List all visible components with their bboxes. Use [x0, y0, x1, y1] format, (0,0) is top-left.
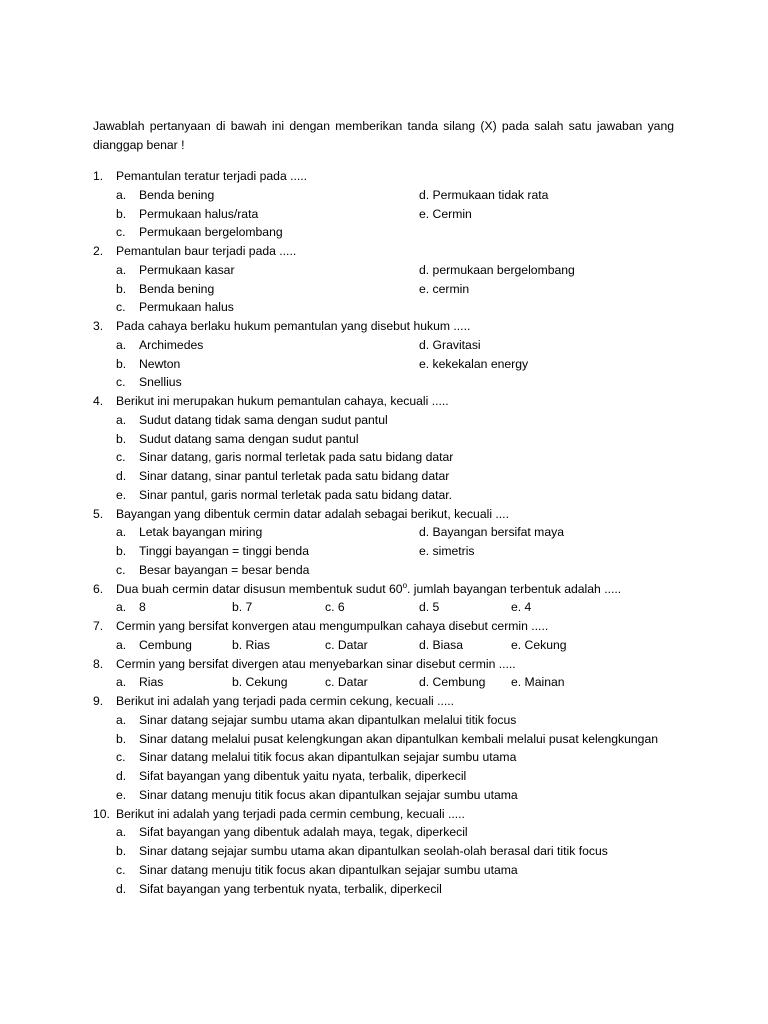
option-text[interactable]: Sifat bayangan yang terbentuk nyata, terbalik, diperkecil	[139, 881, 442, 896]
degree-superscript: o	[402, 580, 408, 590]
question-9	[93, 692, 674, 711]
options-row	[93, 673, 674, 692]
option-row	[93, 823, 674, 842]
question-7	[93, 617, 674, 636]
option-letter[interactable]: d.	[116, 769, 127, 783]
option-letter[interactable]: e.	[116, 487, 127, 502]
question-4	[93, 392, 674, 411]
option-row	[93, 373, 674, 392]
option-row	[93, 280, 674, 299]
option-letter[interactable]: a.	[116, 262, 127, 277]
option-text[interactable]: Letak bayangan miring	[139, 525, 263, 540]
question-number: 1.	[93, 169, 104, 183]
option-letter[interactable]: c.	[116, 300, 126, 315]
question-text: Pemantulan teratur terjadi pada .....	[116, 169, 308, 183]
question-number: 5.	[93, 506, 104, 521]
question-text: Berikut ini adalah yang terjadi pada cermin cembung, kecuali .....	[116, 806, 465, 821]
option-text[interactable]: d. Gravitasi	[419, 337, 481, 352]
option-text[interactable]: Benda bening	[139, 187, 215, 202]
option-text[interactable]: Permukaan kasar	[139, 262, 235, 277]
option-text[interactable]: e. Mainan	[511, 675, 565, 690]
option-row	[93, 486, 674, 505]
option-text[interactable]: Rias	[139, 675, 164, 690]
option-letter[interactable]: d.	[116, 881, 127, 896]
option-text[interactable]: a.	[116, 637, 127, 652]
options-row	[93, 636, 674, 655]
option-row	[93, 730, 674, 749]
option-text[interactable]: e. Cekung	[511, 637, 567, 652]
question-1	[93, 167, 674, 186]
option-letter[interactable]: a.	[116, 187, 127, 202]
question-number: 8.	[93, 656, 104, 671]
option-row	[93, 523, 674, 542]
option-text[interactable]: Sinar datang, garis normal terletak pada satu bidang datar	[139, 450, 454, 465]
option-text[interactable]: Sinar datang sejajar sumbu utama akan dipantulkan seolah-olah berasal dari titik focus	[139, 844, 608, 858]
option-text[interactable]: Besar bayangan = besar benda	[139, 562, 310, 577]
option-text[interactable]: d. Biasa	[419, 637, 464, 652]
question-number: 10.	[93, 806, 110, 821]
option-text[interactable]: d. Bayangan bersifat maya	[419, 525, 564, 540]
option-text[interactable]: Permukaan halus/rata	[139, 206, 259, 221]
question-text: Pemantulan baur terjadi pada .....	[116, 244, 297, 258]
option-letter[interactable]: b.	[116, 206, 127, 221]
option-text[interactable]: a.	[116, 600, 127, 615]
option-letter[interactable]: b.	[116, 844, 127, 858]
question-2	[93, 242, 674, 261]
option-row	[93, 861, 674, 880]
option-text[interactable]: b. 7	[232, 600, 253, 615]
option-text[interactable]: Sinar datang melalui titik focus akan dipantulkan sejajar sumbu utama	[139, 750, 517, 765]
option-text[interactable]: Sifat bayangan yang dibentuk yaitu nyata, terbalik, diperkecil	[139, 769, 467, 783]
option-row	[93, 336, 674, 355]
option-text[interactable]: Permukaan bergelombang	[139, 225, 283, 240]
option-text[interactable]: c. Datar	[325, 675, 368, 690]
question-number: 7.	[93, 619, 104, 633]
option-letter[interactable]: a.	[116, 825, 127, 840]
question-3	[93, 317, 674, 336]
question-5	[93, 505, 674, 524]
option-text[interactable]: a.	[116, 675, 127, 690]
option-row	[93, 880, 674, 899]
question-number: 6.	[93, 581, 104, 596]
option-letter[interactable]: b.	[116, 431, 127, 446]
option-text[interactable]: d. 5	[419, 600, 440, 615]
option-row	[93, 411, 674, 430]
options-row	[93, 598, 674, 617]
option-row	[93, 298, 674, 317]
option-text[interactable]: Sinar datang, sinar pantul terletak pada satu bidang datar	[139, 469, 450, 483]
question-list	[93, 167, 674, 898]
option-row	[93, 205, 674, 224]
option-row	[93, 223, 674, 242]
option-text[interactable]: e. 4	[511, 600, 532, 615]
option-letter[interactable]: c.	[116, 375, 126, 390]
option-letter[interactable]: d.	[116, 469, 127, 483]
option-letter[interactable]: b.	[116, 281, 127, 296]
option-text[interactable]: c. Datar	[325, 637, 368, 652]
option-text[interactable]: Permukaan halus	[139, 300, 234, 315]
question-text: Berikut ini merupakan hukum pemantulan cahaya, kecuali .....	[116, 394, 449, 408]
option-letter[interactable]: c.	[116, 225, 126, 240]
option-row	[93, 842, 674, 861]
option-row	[93, 786, 674, 805]
option-row	[93, 448, 674, 467]
option-row	[93, 430, 674, 449]
option-letter[interactable]: c.	[116, 750, 126, 765]
option-text[interactable]: Snellius	[139, 375, 182, 390]
option-text[interactable]: Cembung	[139, 637, 192, 652]
question-text: Bayangan yang dibentuk cermin datar adalah sebagai berikut, kecuali ....	[116, 506, 509, 521]
option-row	[93, 186, 674, 205]
option-letter[interactable]: e.	[116, 787, 127, 802]
option-letter[interactable]: c.	[116, 862, 126, 877]
option-text[interactable]: Sudut datang tidak sama dengan sudut pantul	[139, 412, 388, 427]
question-text-part: . jumlah bayangan terbentuk adalah .....	[407, 581, 622, 596]
option-text[interactable]: 8	[139, 600, 146, 615]
option-row	[93, 711, 674, 730]
option-text[interactable]: Sudut datang sama dengan sudut pantul	[139, 431, 359, 446]
option-row	[93, 561, 674, 580]
option-text[interactable]: d. Permukaan tidak rata	[419, 187, 549, 202]
question-8	[93, 655, 674, 674]
option-text[interactable]: Benda bening	[139, 281, 215, 296]
instruction-text: Jawablah pertanyaan di bawah ini dengan memberikan tanda silang (X) pada salah satu jawaban yang dianggap benar !	[93, 119, 674, 152]
option-letter[interactable]: a.	[116, 525, 127, 540]
option-text[interactable]: Sinar datang menuju titik focus akan dipantulkan sejajar sumbu utama	[139, 787, 518, 802]
question-text: Cermin yang bersifat konvergen atau mengumpulkan cahaya disebut cermin .....	[116, 619, 549, 633]
question-text: Cermin yang bersifat divergen atau menyebarkan sinar disebut cermin .....	[116, 656, 516, 671]
option-row	[93, 748, 674, 767]
option-text[interactable]: d. Cembung	[419, 675, 486, 690]
option-row	[93, 542, 674, 561]
option-text[interactable]: e. simetris	[419, 544, 475, 558]
option-letter[interactable]: b.	[116, 356, 127, 371]
option-text[interactable]: c. 6	[325, 600, 345, 615]
option-row	[93, 767, 674, 786]
option-letter[interactable]: a.	[116, 712, 127, 727]
option-text[interactable]: Newton	[139, 356, 181, 371]
question-text	[116, 580, 621, 599]
option-text[interactable]: b. Rias	[232, 637, 270, 652]
option-row	[93, 467, 674, 486]
option-letter[interactable]: a.	[116, 412, 127, 427]
question-6	[93, 580, 674, 599]
question-text: Pada cahaya berlaku hukum pemantulan yang disebut hukum .....	[116, 319, 471, 333]
option-row	[93, 355, 674, 374]
option-text[interactable]: Sinar pantul, garis normal terletak pada satu bidang datar.	[139, 487, 453, 502]
option-text[interactable]: Sinar datang sejajar sumbu utama akan dipantulkan melalui titik focus	[139, 712, 517, 727]
option-letter[interactable]: b.	[116, 731, 127, 746]
option-text[interactable]: e. kekekalan energy	[419, 356, 529, 371]
question-10	[93, 805, 674, 824]
question-number: 3.	[93, 319, 104, 333]
option-text[interactable]: Archimedes	[139, 337, 204, 352]
option-text[interactable]: e. Cermin	[419, 206, 472, 221]
question-number: 4.	[93, 394, 104, 408]
option-letter[interactable]: c.	[116, 562, 126, 577]
option-letter[interactable]: a.	[116, 337, 127, 352]
option-text[interactable]: Sinar datang melalui pusat kelengkungan akan dipantulkan kembali melalui pusat kelengkungan	[139, 731, 658, 746]
option-text[interactable]: Tinggi bayangan = tinggi benda	[139, 544, 309, 558]
option-text[interactable]: e. cermin	[419, 281, 470, 296]
option-text[interactable]: Sinar datang menuju titik focus akan dipantulkan sejajar sumbu utama	[139, 862, 518, 877]
option-text[interactable]: Sifat bayangan yang dibentuk adalah maya, tegak, diperkecil	[139, 825, 468, 840]
option-row	[93, 261, 674, 280]
question-number: 9.	[93, 694, 104, 708]
option-text[interactable]: d. permukaan bergelombang	[419, 262, 575, 277]
option-letter[interactable]: c.	[116, 450, 126, 465]
question-text-part: Dua buah cermin datar disusun membentuk sudut 60	[116, 581, 403, 596]
option-text[interactable]: b. Cekung	[232, 675, 288, 690]
question-number: 2.	[93, 244, 104, 258]
option-letter[interactable]: b.	[116, 544, 127, 558]
question-text: Berikut ini adalah yang terjadi pada cermin cekung, kecuali .....	[116, 694, 455, 708]
